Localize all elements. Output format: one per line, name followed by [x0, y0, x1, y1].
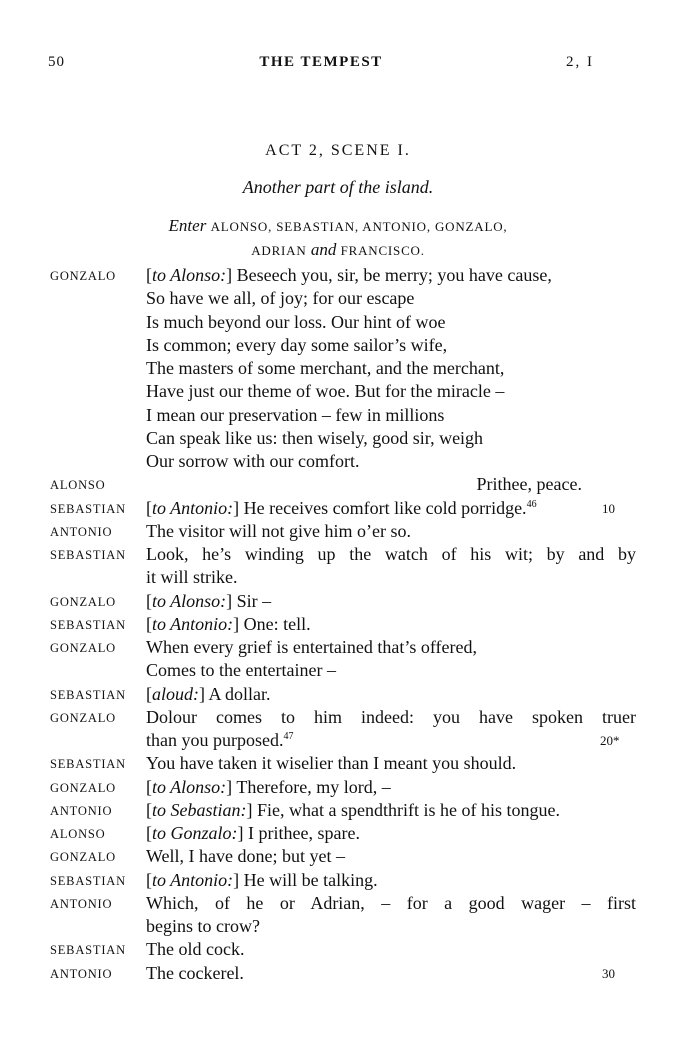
- verse-line: [50, 380, 636, 403]
- running-title: THE TEMPEST: [259, 54, 383, 70]
- verse-line: [50, 845, 636, 868]
- stage-direction: to Gonzalo:: [152, 823, 238, 843]
- spoken-text: I prithee, spare.: [243, 823, 360, 843]
- line-text: [146, 287, 636, 310]
- line-text: [146, 566, 636, 589]
- line-text: [146, 706, 636, 729]
- and-word: and: [310, 240, 337, 259]
- stage-direction: aloud:: [152, 683, 199, 704]
- line-text: [to Sebastian:] Fie, what a spendthrift is he of his tongue.: [146, 799, 560, 820]
- speaker-name: ANTONIO: [50, 896, 113, 911]
- line-text: [146, 752, 636, 775]
- verse-line: [50, 799, 636, 822]
- spoken-text: Can speak like us: then wisely, good sir, weigh: [146, 427, 484, 448]
- verse-line: [50, 613, 636, 636]
- line-text: [to Alonso:] Beseech you, sir, be merry; you have cause,: [146, 265, 552, 285]
- line-text: [146, 543, 636, 566]
- speaker-name: SEBASTIAN: [50, 757, 126, 772]
- enter-word: Enter: [168, 216, 207, 235]
- spoken-text: Look, he’s winding up the watch of his wit; by and by: [146, 544, 636, 564]
- spoken-text: The old cock.: [146, 939, 245, 960]
- footnote-marker: 46: [526, 498, 537, 510]
- entering-characters: ALONSO, SEBASTIAN, ANTONIO, GONZALO,: [210, 219, 508, 234]
- scene-setting: Another part of the island.: [242, 177, 434, 197]
- speaker-name: ANTONIO: [50, 966, 113, 981]
- speaker-name: GONZALO: [50, 269, 117, 283]
- speaker-name: SEBASTIAN: [50, 501, 126, 516]
- entrance-line-1: [0, 214, 676, 238]
- line-text: [146, 427, 636, 450]
- line-number: 20*: [600, 733, 620, 748]
- spoken-text: The masters of some merchant, and the merchant,: [146, 358, 505, 378]
- spoken-text: Which, of he or Adrian, – for a good wager – first: [146, 892, 636, 913]
- act-scene-reference: 2, I: [566, 54, 594, 70]
- entrance-direction: [0, 214, 676, 262]
- speaker-name: SEBASTIAN: [50, 548, 126, 562]
- verse-line: [50, 915, 636, 938]
- entering-character-adrian: ADRIAN: [251, 243, 307, 258]
- speaker-name: GONZALO: [50, 594, 117, 609]
- spoken-text: He will be talking.: [239, 869, 378, 890]
- spoken-text: So have we all, of joy; for our escape: [146, 288, 415, 309]
- stage-direction: to Antonio:: [152, 869, 234, 890]
- footnote-marker: 47: [283, 731, 294, 742]
- line-text: [146, 636, 636, 659]
- speaker-name: SEBASTIAN: [50, 943, 126, 958]
- speaker-name: GONZALO: [50, 710, 117, 725]
- spoken-text: Sir –: [232, 590, 272, 611]
- scene-heading: ACT 2, SCENE I.: [265, 142, 411, 159]
- verse-line: [50, 473, 636, 496]
- spoken-text: than you purposed.: [146, 730, 284, 750]
- line-text: [146, 357, 636, 380]
- spoken-text: The cockerel.: [146, 962, 244, 983]
- line-number: 10: [602, 500, 615, 516]
- speaker-name: ANTONIO: [50, 524, 113, 539]
- stage-direction: to Alonso:: [152, 265, 227, 285]
- spoken-text: One: tell.: [239, 613, 311, 634]
- verse-line: [50, 729, 636, 752]
- verse-line: [50, 683, 636, 706]
- entering-character-francisco: FRANCISCO.: [340, 243, 425, 258]
- verse-line: [50, 938, 636, 961]
- spoken-text: Beseech you, sir, be merry; you have cause,: [232, 265, 552, 285]
- verse-line: [50, 334, 636, 357]
- spoken-text: The visitor will not give him o’er so.: [146, 520, 411, 541]
- running-header: [48, 54, 594, 78]
- verse-line: [50, 590, 636, 613]
- verse-line: [50, 892, 636, 915]
- line-text: [aloud:] A dollar.: [146, 683, 271, 704]
- spoken-text: Is common; every day some sailor’s wife,: [146, 334, 448, 355]
- line-text: [146, 659, 636, 682]
- line-text: [146, 404, 636, 427]
- stage-direction: to Alonso:: [152, 776, 227, 797]
- spoken-text: Fie, what a spendthrift is he of his tongue.: [252, 799, 560, 820]
- line-text: [146, 380, 636, 403]
- verse-line: [50, 427, 636, 450]
- spoken-text: Prithee, peace.: [476, 474, 582, 495]
- speaker-name: ANTONIO: [50, 803, 113, 818]
- line-text: [146, 962, 636, 985]
- stage-direction: to Alonso:: [152, 590, 227, 611]
- verse-line: [50, 450, 636, 473]
- line-text: [to Antonio:] He receives comfort like cold porridge.$^{46}$: [146, 497, 537, 518]
- spoken-text: He receives comfort like cold porridge.: [239, 497, 527, 518]
- verse-line: [50, 264, 636, 287]
- line-number: 30: [602, 965, 615, 981]
- spoken-text: A dollar.: [205, 683, 271, 704]
- verse-line: [50, 706, 636, 729]
- spoken-text: I mean our preservation – few in millions: [146, 404, 445, 425]
- spoken-text: Well, I have done; but yet –: [146, 846, 345, 867]
- speaker-name: GONZALO: [50, 641, 117, 655]
- stage-direction: to Sebastian:: [152, 799, 247, 820]
- spoken-text: begins to crow?: [146, 916, 260, 936]
- line-text: [146, 334, 636, 357]
- speaker-name: ALONSO: [50, 827, 106, 841]
- dialogue-block: [50, 264, 636, 985]
- spoken-text: Therefore, my lord, –: [232, 776, 391, 797]
- entrance-line-2: [0, 238, 676, 262]
- speaker-name: SEBASTIAN: [50, 617, 126, 632]
- line-text: [146, 845, 636, 868]
- verse-line: [50, 404, 636, 427]
- verse-line: [50, 822, 636, 845]
- speaker-name: GONZALO: [50, 850, 117, 865]
- verse-line: [50, 543, 636, 566]
- verse-line: [50, 311, 636, 334]
- verse-line: [50, 497, 636, 520]
- line-text: [146, 311, 636, 334]
- verse-line: [50, 357, 636, 380]
- verse-line: [50, 752, 636, 775]
- line-text: [146, 938, 636, 961]
- line-text: [146, 892, 636, 915]
- line-text: [to Gonzalo:] I prithee, spare.: [146, 823, 360, 843]
- spoken-text: Is much beyond our loss. Our hint of woe: [146, 311, 446, 332]
- stage-direction: to Antonio:: [152, 613, 234, 634]
- line-text: [146, 729, 636, 752]
- line-text: [to Alonso:] Sir –: [146, 590, 272, 611]
- verse-line: [50, 659, 636, 682]
- spoken-text: it will strike.: [146, 567, 238, 588]
- line-text: [146, 915, 636, 938]
- verse-line: [50, 636, 636, 659]
- spoken-text: You have taken it wiselier than I meant you should.: [146, 753, 517, 774]
- page-number: 50: [48, 54, 65, 70]
- spoken-text: Comes to the entertainer –: [146, 660, 336, 681]
- line-text: [to Antonio:] One: tell.: [146, 613, 311, 634]
- stage-direction: to Antonio:: [152, 497, 234, 518]
- line-text: [146, 450, 636, 473]
- speaker-name: SEBASTIAN: [50, 873, 126, 888]
- spoken-text: Our sorrow with our comfort.: [146, 451, 360, 471]
- line-text: [to Antonio:] He will be talking.: [146, 869, 378, 890]
- spoken-text: Have just our theme of woe. But for the miracle –: [146, 381, 505, 402]
- speaker-name: ALONSO: [50, 478, 106, 493]
- verse-line: [50, 869, 636, 892]
- verse-line: [50, 287, 636, 310]
- line-text: [to Alonso:] Therefore, my lord, –: [146, 776, 391, 797]
- verse-line: [50, 566, 636, 589]
- verse-line: [50, 962, 636, 985]
- speaker-name: SEBASTIAN: [50, 687, 126, 702]
- spoken-text: Dolour comes to him indeed: you have spoken truer: [146, 706, 636, 727]
- spoken-text: When every grief is entertained that’s offered,: [146, 637, 478, 657]
- speaker-name: GONZALO: [50, 780, 117, 795]
- verse-line: [50, 776, 636, 799]
- verse-line: [50, 520, 636, 543]
- line-text: [146, 520, 636, 543]
